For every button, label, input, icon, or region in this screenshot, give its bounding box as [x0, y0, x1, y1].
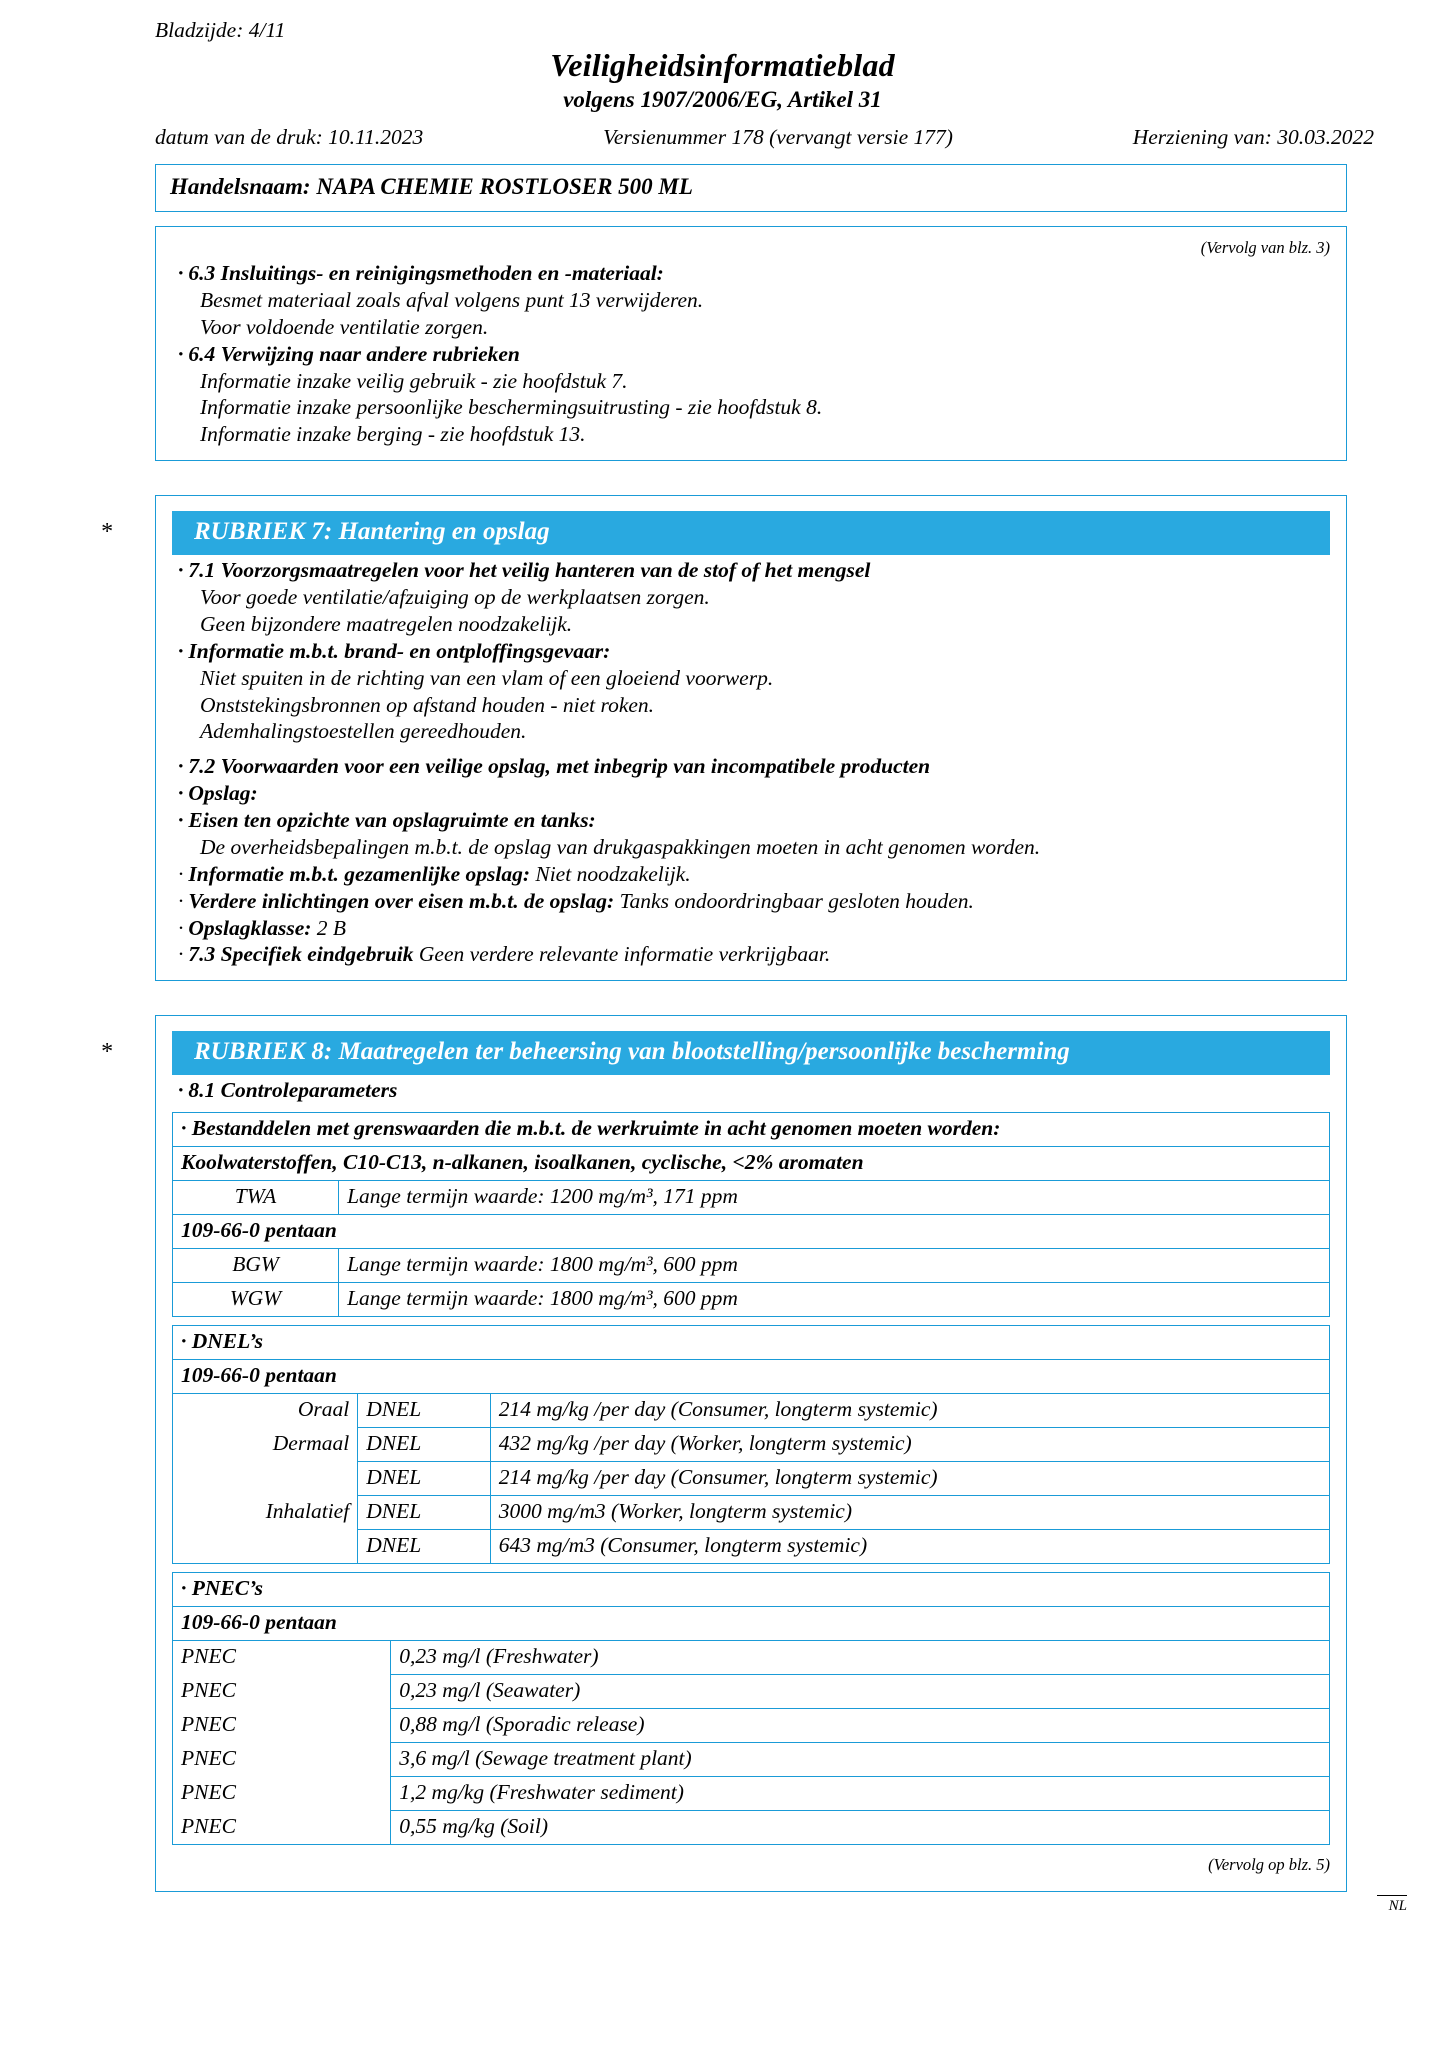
section-7-line: Voor goede ventilatie/afzuiging op de werkplaatsen zorgen.	[200, 585, 710, 609]
limit-value-bgw: Lange termijn waarde: 1800 mg/m³, 600 ppm	[339, 1249, 1330, 1283]
table-row	[173, 1326, 1330, 1360]
dnel-value: 643 mg/m3 (Consumer, longterm systemic)	[490, 1530, 1329, 1564]
section-7-wrapper	[60, 495, 1385, 981]
bullet-dot-icon: ·	[178, 558, 184, 583]
table-row	[173, 1215, 1330, 1249]
section-6-box	[155, 226, 1347, 461]
pnec-label: PNEC	[173, 1743, 391, 1777]
page-number-label: Bladzijde: 4/11	[155, 18, 286, 42]
section-7-line: · 7.3 Specifiek eindgebruik Geen verdere relevante informatie verkrijgbaar.	[178, 942, 831, 967]
print-date: datum van de druk: 10.11.2023	[155, 125, 424, 149]
table-row	[173, 1249, 1330, 1283]
bullet-dot-icon: ·	[178, 808, 184, 832]
dnel-type: DNEL	[358, 1462, 490, 1496]
table-row	[173, 1777, 1330, 1811]
bullet-dot-icon: ·	[178, 638, 184, 663]
dnel-substance: 109-66-0 pentaan	[173, 1360, 1330, 1394]
dnel-type: DNEL	[358, 1530, 490, 1564]
bullet-dot-icon: ·	[178, 261, 184, 285]
dnel-value: 214 mg/kg /per day (Consumer, longterm systemic)	[490, 1462, 1329, 1496]
table-row	[173, 1496, 1330, 1530]
dnel-type: DNEL	[358, 1496, 490, 1530]
section-7-heading: RUBRIEK 7: Hantering en opslag	[172, 511, 1330, 555]
section-7-line: · 7.2 Voorwaarden voor een veilige opslag, met inbegrip van incompatibele producten	[178, 754, 931, 779]
language-mark: NL	[215, 1895, 1407, 1915]
dnel-value: 3000 mg/m3 (Worker, longterm systemic)	[490, 1496, 1329, 1530]
pnec-value: 0,88 mg/l (Sporadic release)	[391, 1709, 1330, 1743]
section-6-line: Informatie inzake berging - zie hoofdstuk 13.	[200, 422, 586, 447]
dnel-type: DNEL	[358, 1428, 490, 1462]
pnec-value: 1,2 mg/kg (Freshwater sediment)	[391, 1777, 1330, 1811]
dnel-route	[173, 1462, 358, 1496]
limit-type-bgw: BGW	[173, 1249, 339, 1283]
section-7-line: · Opslag:	[178, 781, 258, 806]
pnec-value: 0,55 mg/kg (Soil)	[391, 1811, 1330, 1845]
bullet-dot-icon: ·	[178, 754, 184, 779]
table-row	[173, 1811, 1330, 1845]
limit-values-heading: · Bestanddelen met grenswaarden die m.b.t. de werkruimte in acht genomen moeten worden:	[173, 1113, 1330, 1147]
pnec-label: PNEC	[173, 1675, 391, 1709]
section-7-line: · 7.1 Voorzorgsmaatregelen voor het veilig hanteren van de stof of het mengsel	[178, 558, 871, 583]
section-6-line: Informatie inzake persoonlijke beschermingsuitrusting - zie hoofdstuk 8.	[200, 395, 823, 420]
table-row	[173, 1181, 1330, 1215]
bullet-dot-icon: ·	[178, 341, 184, 366]
section-6-line: Voor voldoende ventilatie zorgen.	[200, 314, 489, 339]
dnel-route	[173, 1530, 358, 1564]
section-7-line: · Opslagklasse: 2 B	[178, 915, 347, 940]
bullet-dot-icon: ·	[178, 915, 184, 940]
section-7-line: · Verdere inlichtingen over eisen m.b.t. de opslag: Tanks ondoordringbaar gesloten houden.	[178, 888, 974, 913]
dnel-value: 214 mg/kg /per day (Consumer, longterm systemic)	[490, 1394, 1329, 1428]
section-7-line: · Informatie m.b.t. gezamenlijke opslag: Niet noodzakelijk.	[178, 861, 691, 886]
document-subtitle: volgens 1907/2006/EG, Artikel 31	[563, 87, 882, 112]
dnel-type: DNEL	[358, 1394, 490, 1428]
tradename-box	[155, 164, 1347, 212]
dnel-route: Inhalatief	[173, 1496, 358, 1530]
pnec-table	[172, 1572, 1330, 1845]
control-parameters-label: · 8.1 Controleparameters	[178, 1078, 398, 1103]
section-8-lines	[156, 1075, 1346, 1104]
bullet-dot-icon: ·	[178, 1078, 184, 1103]
section-6-lines	[156, 258, 1346, 448]
line-spacer	[178, 745, 1330, 753]
pnec-label: PNEC	[173, 1709, 391, 1743]
section-7-line: · Eisen ten opzichte van opslagruimte en tanks:	[178, 808, 596, 832]
bullet-dot-icon: ·	[178, 888, 184, 913]
occupational-limits-table	[172, 1112, 1330, 1317]
table-row	[173, 1530, 1330, 1564]
section-7-line: Ademhalingstoestellen gereedhouden.	[200, 719, 527, 744]
pnec-heading: · PNEC’s	[173, 1573, 1330, 1607]
section-6-line: · 6.4 Verwijzing naar andere rubrieken	[178, 341, 520, 366]
section-6-line: Besmet materiaal zoals afval volgens punt 13 verwijderen.	[200, 287, 704, 312]
table-row	[173, 1283, 1330, 1317]
section-7-line: · Informatie m.b.t. brand- en ontploffingsgevaar:	[178, 638, 611, 663]
dnel-route: Oraal	[173, 1394, 358, 1428]
revision-date: Herziening van: 30.03.2022	[1132, 125, 1374, 149]
pnec-value: 0,23 mg/l (Freshwater)	[391, 1641, 1330, 1675]
section-8-wrapper	[60, 1015, 1385, 1892]
section-7-line: Onststekingsbronnen op afstand houden - niet roken.	[200, 692, 655, 717]
pnec-label: PNEC	[173, 1641, 391, 1675]
bullet-dot-icon: ·	[178, 942, 184, 967]
section-7-box	[155, 495, 1347, 981]
section-8-heading: RUBRIEK 8: Maatregelen ter beheersing van blootstelling/persoonlijke bescherming	[172, 1031, 1330, 1075]
changed-marker-icon: *	[100, 519, 112, 546]
dnel-route: Dermaal	[173, 1428, 358, 1462]
limit-value-twa: Lange termijn waarde: 1200 mg/m³, 171 ppm	[339, 1181, 1330, 1215]
dnel-heading: · DNEL’s	[173, 1326, 1330, 1360]
substance-name: 109-66-0 pentaan	[173, 1215, 1330, 1249]
limit-type-twa: TWA	[173, 1181, 339, 1215]
pnec-substance: 109-66-0 pentaan	[173, 1607, 1330, 1641]
table-row	[173, 1675, 1330, 1709]
section-7-line: Niet spuiten in de richting van een vlam of een gloeiend voorwerp.	[200, 665, 774, 690]
table-row	[173, 1360, 1330, 1394]
table-row	[173, 1641, 1330, 1675]
table-row	[173, 1607, 1330, 1641]
table-row	[173, 1147, 1330, 1181]
tradename-label: Handelsnaam: NAPA CHEMIE ROSTLOSER 500 ML	[170, 174, 693, 199]
bullet-dot-icon: ·	[178, 781, 184, 806]
table-row	[173, 1428, 1330, 1462]
section-7-line: Geen bijzondere maatregelen noodzakelijk.	[200, 611, 573, 636]
limit-value-wgw: Lange termijn waarde: 1800 mg/m³, 600 ppm	[339, 1283, 1330, 1317]
dnel-table	[172, 1325, 1330, 1564]
section-8-box	[155, 1015, 1347, 1892]
table-row	[173, 1462, 1330, 1496]
table-row	[173, 1113, 1330, 1147]
table-row	[173, 1743, 1330, 1777]
section-6-line: Informatie inzake veilig gebruik - zie hoofdstuk 7.	[200, 368, 628, 393]
continued-on-label: (Vervolg op blz. 5)	[1208, 1855, 1330, 1875]
pnec-value: 0,23 mg/l (Seawater)	[391, 1675, 1330, 1709]
language-mark-rule	[1377, 1895, 1407, 1896]
section-6-line: · 6.3 Insluitings- en reinigingsmethoden en -materiaal:	[178, 261, 664, 285]
table-row	[173, 1394, 1330, 1428]
continued-from-label: (Vervolg van blz. 3)	[1200, 238, 1330, 257]
bullet-dot-icon: ·	[178, 861, 184, 886]
limit-type-wgw: WGW	[173, 1283, 339, 1317]
changed-marker-icon: *	[100, 1039, 112, 1066]
table-row	[173, 1709, 1330, 1743]
pnec-value: 3,6 mg/l (Sewage treatment plant)	[391, 1743, 1330, 1777]
document-meta-row	[60, 125, 1385, 150]
dnel-value: 432 mg/kg /per day (Worker, longterm systemic)	[490, 1428, 1329, 1462]
version-number: Versienummer 178 (vervangt versie 177)	[603, 125, 953, 149]
section-7-line: De overheidsbepalingen m.b.t. de opslag van drukgaspakkingen moeten in acht genomen worden.	[200, 834, 1041, 859]
document-title: Veiligheidsinformatieblad	[550, 47, 895, 83]
table-row	[173, 1573, 1330, 1607]
pnec-label: PNEC	[173, 1777, 391, 1811]
section-7-lines	[156, 555, 1346, 968]
substance-name: Koolwaterstoffen, C10-C13, n-alkanen, isoalkanen, cyclische, <2% aromaten	[173, 1147, 1330, 1181]
pnec-label: PNEC	[173, 1811, 391, 1845]
